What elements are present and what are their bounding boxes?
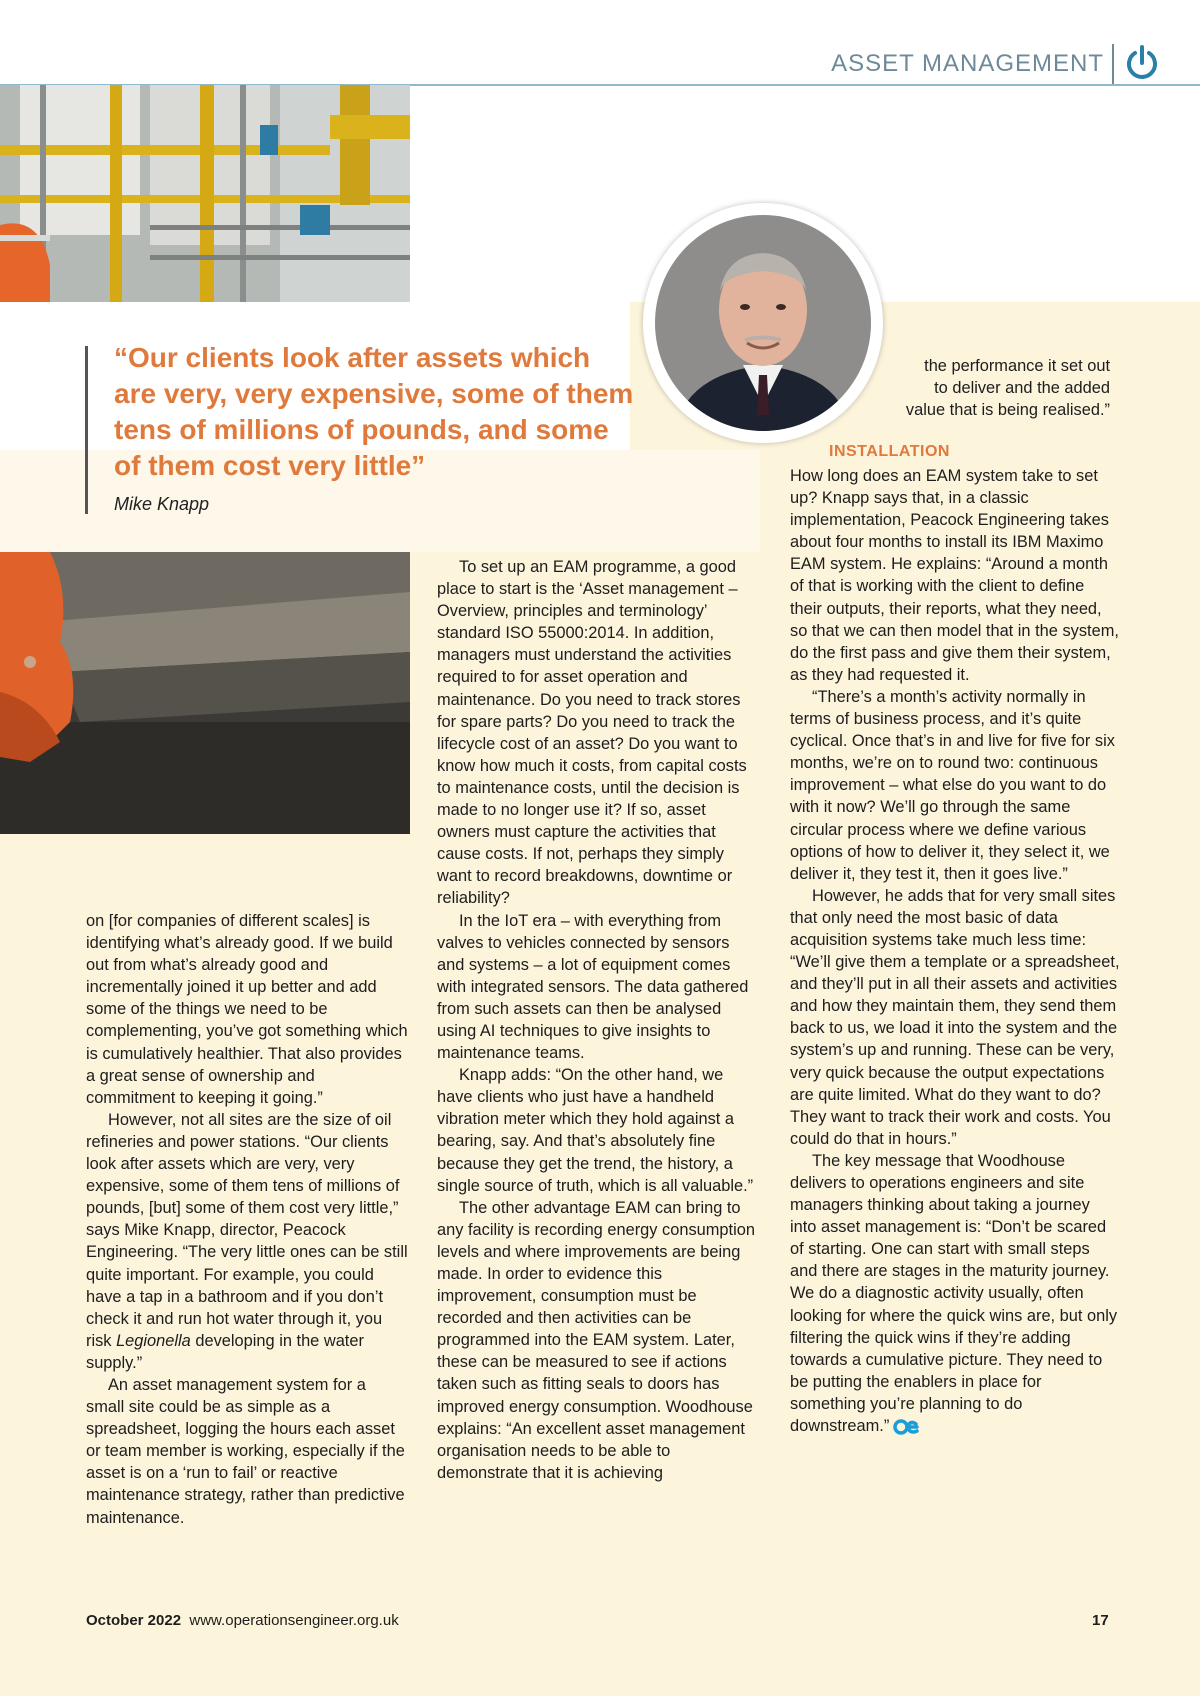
paragraph: In the IoT era – with everything from valves to vehicles connected by sensors and systems – a lot of equipment comes with integrated sensors. The data gathered from such assets can then be analysed using AI techniques to give insights to maintenance teams.	[437, 911, 749, 1063]
paragraph-text: However, not all sites are the size of oil refineries and power stations. “Our clients look after assets which are very, very expensive, some of them tens of millions of pounds, [but] some of them cost very little,” says Mike Knapp, director, Peacock Engineering. “The very little ones can be still quite important. For example, you could have a tap in a bathroom and if you don’t check it and run hot water through it, you risk	[86, 1110, 408, 1350]
paragraph: To set up an EAM programme, a good place to start is the ‘Asset management – Overview, principles and terminology’ standard ISO 55000:2014. In addition, managers must understand the activities required to for asset operation and maintenance. Do you need to track stores for spare parts? Do you need to track the lifecycle cost of an asset? Do you want to know how much it costs, from capital costs to maintenance costs, until the decision is made to no longer use it? If so, asset owners must capture the activities that cause costs. If not, perhaps they simply want to record breakdowns, downtime or reliability?	[437, 558, 747, 908]
quote-tail-line: to deliver and the added	[934, 379, 1110, 398]
installation-heading: INSTALLATION	[829, 443, 950, 460]
quote-tail	[860, 355, 1110, 421]
footer-url: www.operationsengineer.org.uk	[189, 1612, 399, 1629]
article-column-2	[437, 556, 759, 1484]
portrait-photo	[643, 203, 883, 443]
footer-info	[86, 1612, 399, 1629]
page-number: 17	[1092, 1612, 1109, 1629]
pull-quote-author: Mike Knapp	[114, 494, 210, 514]
paragraph: “There’s a month’s activity normally in terms of business process, and it’s quite cyclical. Once that’s in and live for five for six months, we’re on to round two: continuous improvement – what else do you want to do with it now? We’ll go through the same circular process where we define various options of how to deliver it, they select it, we deliver it, they test it, then it goes live.”	[790, 687, 1115, 883]
oe-logo-icon	[893, 1419, 919, 1435]
paragraph-text: The key message that Woodhouse delivers to operations engineers and site managers thinking about taking a journey into asset management is: “Don’t be scared of starting. One can start with small steps and there are stages in the maturity journey. We do a diagnostic activity usually, often looking for where the quick wins are, but only filtering the quick wins if they’re adding towards a cumulative picture. They need to be putting the enablers in place for something you’re planning to do downstream.”	[790, 1151, 1118, 1436]
paragraph: How long does an EAM system take to set up? Knapp says that, in a classic implementation, Peacock Engineering takes about four months to install its IBM Maximo EAM system. He explains: “Around a month of that is working with the client to define their outputs, their reports, what they need, so that we can then model that in the system, do the first pass and give them their system, as they had requested it.	[790, 467, 1119, 684]
header-divider	[1112, 44, 1114, 84]
pull-quote: “Our clients look after assets which are very, very expensive, some of them tens of millions of pounds, and some of them cost very little”	[114, 342, 634, 481]
paragraph: on [for companies of different scales] is identifying what’s already good. If we build out from what’s already good and incrementally joined it up better and add some of the things we need to be complementing, you’ve got something which is cumulatively healthier. That also provides a great sense of ownership and commitment to keeping it going.”	[86, 912, 408, 1107]
article-column-3	[790, 465, 1120, 1437]
article-column-1	[86, 910, 408, 1529]
paragraph	[790, 1150, 1120, 1437]
paragraph-text: developing in the water supply.”	[86, 1331, 364, 1372]
paragraph	[86, 1109, 408, 1374]
pull-quote-bar	[85, 346, 88, 514]
paragraph: The other advantage EAM can bring to any facility is recording energy consumption levels and where improvements are being made. In order to evidence this improvement, consumption must be recorded and then activities can be programmed into the EAM system. Later, these can be measured to see if actions taken such as fitting seals to doors has improved energy consumption. Woodhouse explains: “An excellent asset management organisation needs to be able to demonstrate that it is achieving	[437, 1198, 755, 1482]
quote-tail-line: the performance it set out	[924, 357, 1110, 375]
paragraph: However, he adds that for very small sites that only need the most basic of data acquisition systems take much less time: “We’ll give them a template or a spreadsheet, and they’ll put in all their assets and activities and how they maintain them, they send them back to us, we load it into the system and the system’s up and running. These can be very, very quick because the output expectations are quite limited. What do they want to do? They want to track their work and costs. You could do that in hours.”	[790, 886, 1120, 1148]
footer-date: October 2022	[86, 1612, 182, 1629]
power-icon	[1124, 44, 1160, 82]
industrial-photo-bottom	[0, 552, 410, 834]
italic-term: Legionella	[116, 1331, 191, 1350]
quote-tail-line: value that is being realised.”	[905, 401, 1110, 420]
paragraph: Knapp adds: “On the other hand, we have clients who just have a handheld vibration meter which they hold against a bearing, say. And that’s absolutely fine because they get the trend, the history, a single source of truth, which is all valuable.”	[437, 1066, 754, 1195]
section-label: ASSET MANAGEMENT	[831, 50, 1104, 77]
paragraph: An asset management system for a small site could be as simple as a spreadsheet, logging the hours each asset or team member is working, especially if the asset is on a ‘run to fail’ or reactive maintenance strategy, rather than predictive maintenance.	[86, 1375, 405, 1527]
industrial-photo-top	[0, 85, 410, 302]
